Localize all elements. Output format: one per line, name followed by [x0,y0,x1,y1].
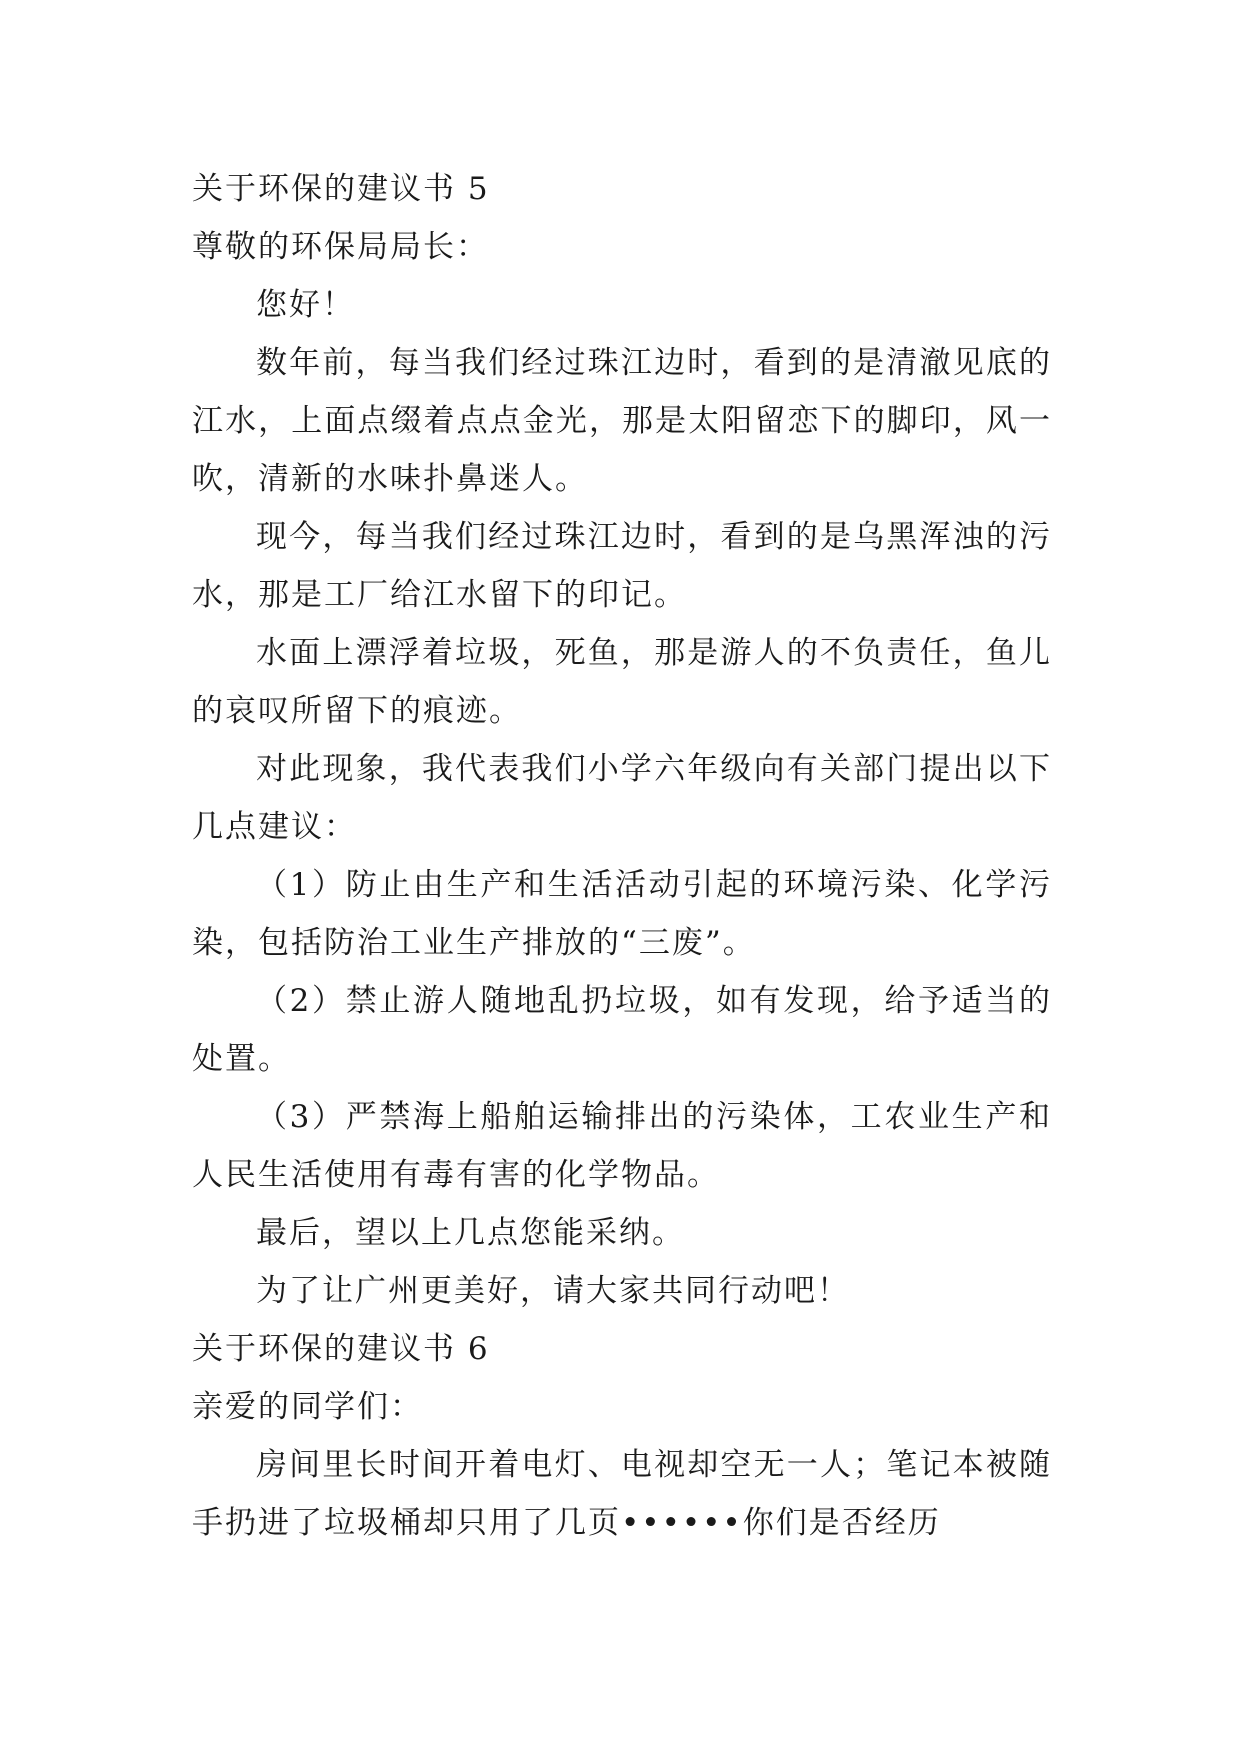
body-paragraph-6: 房间里长时间开着电灯、电视却空无一人；笔记本被随手扔进了垃圾桶却只用了几页••••••你们是否经历 [192,1447,1052,1541]
body-paragraph-2: 现今，每当我们经过珠江边时，看到的是乌黑浑浊的污水，那是工厂给江水留下的印记。 [192,519,1052,613]
suggestion-1: （1）防止由生产和生活活动引起的环境污染、化学污染，包括防治工业生产排放的“三废”。 [192,867,1052,961]
salutation-6: 亲爱的同学们： [192,1389,423,1425]
greeting-paragraph: 您好！ [256,287,355,323]
document-body [192,160,1052,1552]
closing-paragraph-1: 最后，望以上几点您能采纳。 [256,1215,685,1251]
body-paragraph-3: 水面上漂浮着垃圾，死鱼，那是游人的不负责任，鱼儿的哀叹所留下的痕迹。 [192,635,1052,729]
body-paragraph-4: 对此现象，我代表我们小学六年级向有关部门提出以下几点建议： [192,751,1052,845]
suggestion-3: （3）严禁海上船舶运输排出的污染体，工农业生产和人民生活使用有毒有害的化学物品。 [192,1099,1052,1193]
suggestion-2: （2）禁止游人随地乱扔垃圾，如有发现，给予适当的处置。 [192,983,1052,1077]
closing-paragraph-2: 为了让广州更美好，请大家共同行动吧！ [256,1273,850,1309]
body-paragraph-1: 数年前，每当我们经过珠江边时，看到的是清澈见底的江水，上面点缀着点点金光，那是太阳留恋下的脚印，风一吹，清新的水味扑鼻迷人。 [192,345,1052,497]
section-title-6: 关于环保的建议书 6 [192,1331,490,1367]
salutation-5: 尊敬的环保局局长： [192,229,489,265]
section-title-5: 关于环保的建议书 5 [192,171,490,207]
